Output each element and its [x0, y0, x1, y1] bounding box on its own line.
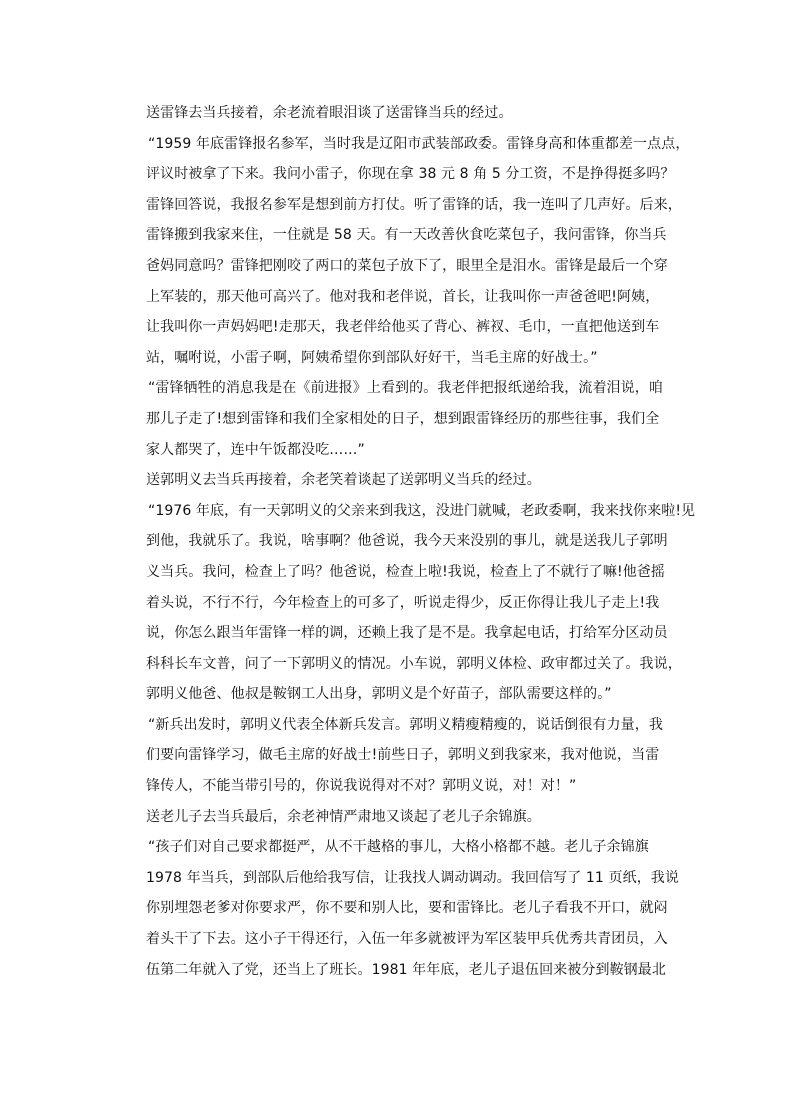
text-line: “孩子们对自己要求都挺严，从不干越格的事儿，大格小格都不越。老儿子余锦旗 — [148, 839, 649, 856]
text-line: 站，嘱咐说，小雷子啊，阿姨希望你到部队好好干，当毛主席的好战士。” — [146, 349, 598, 366]
text-line: “1959 年底雷锋报名参军，当时我是辽阳市武装部政委。雷锋身高和体重都差一点点， — [148, 135, 690, 152]
text-line: 上军装的，那天他可高兴了。他对我和老伴说，首长，让我叫你一声爸爸吧!阿姨， — [146, 288, 660, 305]
text-line: 你别埋怨老爹对你要求严，你不要和别人比，要和雷锋比。老儿子看我不开口，就闷 — [146, 900, 668, 917]
text-line: 送老儿子去当兵最后，余老神情严肃地又谈起了老儿子余锦旗。 — [146, 808, 541, 825]
text-line: 科科长车文普，问了一下郭明义的情况。小车说，郭明义体检、政审都过关了。我说， — [146, 655, 682, 672]
text-line: 爸妈同意吗？雷锋把刚咬了两口的菜包子放下了，眼里全是泪水。雷锋是最后一个穿 — [146, 257, 668, 274]
text-line: 雷锋搬到我家来住，一住就是 58 天。有一天改善伙食吃菜包子，我问雷锋，你当兵 — [146, 227, 667, 244]
text-line: 那儿子走了!想到雷锋和我们全家相处的日子，想到跟雷锋经历的那些往事，我们全 — [146, 410, 660, 427]
text-line: 郭明义他爸、他叔是鞍钢工人出身，郭明义是个好苗子，部队需要这样的。” — [146, 686, 612, 703]
article-body — [146, 101, 726, 988]
text-line: 1978 年当兵，到部队后他给我写信，让我找人调动调动。我回信写了 11 页纸，我说 — [146, 869, 679, 886]
text-line: 锋传人，不能当带引号的，你说我说得对不对？郭明义说，对！对！” — [146, 778, 577, 795]
text-line: “1976 年底，有一天郭明义的父亲来到我这，没进门就喊，老政委啊，我来找你来啦!见 — [148, 502, 696, 519]
text-line: 着头干了下去。这小子干得还行，入伍一年多就被评为军区装甲兵优秀共青团员，入 — [146, 931, 668, 948]
text-line: 着头说，不行不行，今年检查上的可多了，听说走得少，反正你得让我儿子走上!我 — [146, 594, 660, 611]
text-line: 说，你怎么跟当年雷锋一样的调，还赖上我了是不是。我拿起电话，打给军分区动员 — [146, 625, 668, 642]
text-line: “雷锋牺牲的消息我是在《前进报》上看到的。我老伴把报纸递给我，流着泪说，咱 — [148, 380, 663, 397]
text-line: 家人都哭了，连中午饭都没吃……” — [146, 441, 365, 458]
text-line: 送郭明义去当兵再接着，余老笑着谈起了送郭明义当兵的经过。 — [146, 472, 541, 489]
text-line: 们要向雷锋学习，做毛主席的好战士!前些日子，郭明义到我家来，我对他说，当雷 — [146, 747, 660, 764]
text-line: 伍第二年就入了党，还当上了班长。1981 年年底，老儿子退伍回来被分到鞍钢最北 — [146, 961, 666, 978]
text-line: 到他，我就乐了。我说，啥事啊？他爸说，我今天来没别的事儿，就是送我儿子郭明 — [146, 533, 668, 550]
text-line: “新兵出发时，郭明义代表全体新兵发言。郭明义精瘦精瘦的，说话倒很有力量，我 — [148, 716, 663, 733]
text-line: 让我叫你一声妈妈吧!走那天，我老伴给他买了背心、裤衩、毛巾，一直把他送到车 — [146, 319, 660, 336]
text-line: 送雷锋去当兵接着，余老流着眼泪谈了送雷锋当兵的经过。 — [146, 105, 513, 121]
text-line: 评议时被拿了下来。我问小雷子，你现在拿 38 元 8 角 5 分工资，不是挣得挺多吗？ — [146, 166, 675, 183]
text-line: 义当兵。我问，检查上了吗？他爸说，检查上啦!我说，检查上了不就行了嘛!他爸摇 — [146, 563, 666, 580]
text-line: 雷锋回答说，我报名参军是想到前方打仗。听了雷锋的话，我一连叫了几声好。后来， — [146, 196, 682, 213]
